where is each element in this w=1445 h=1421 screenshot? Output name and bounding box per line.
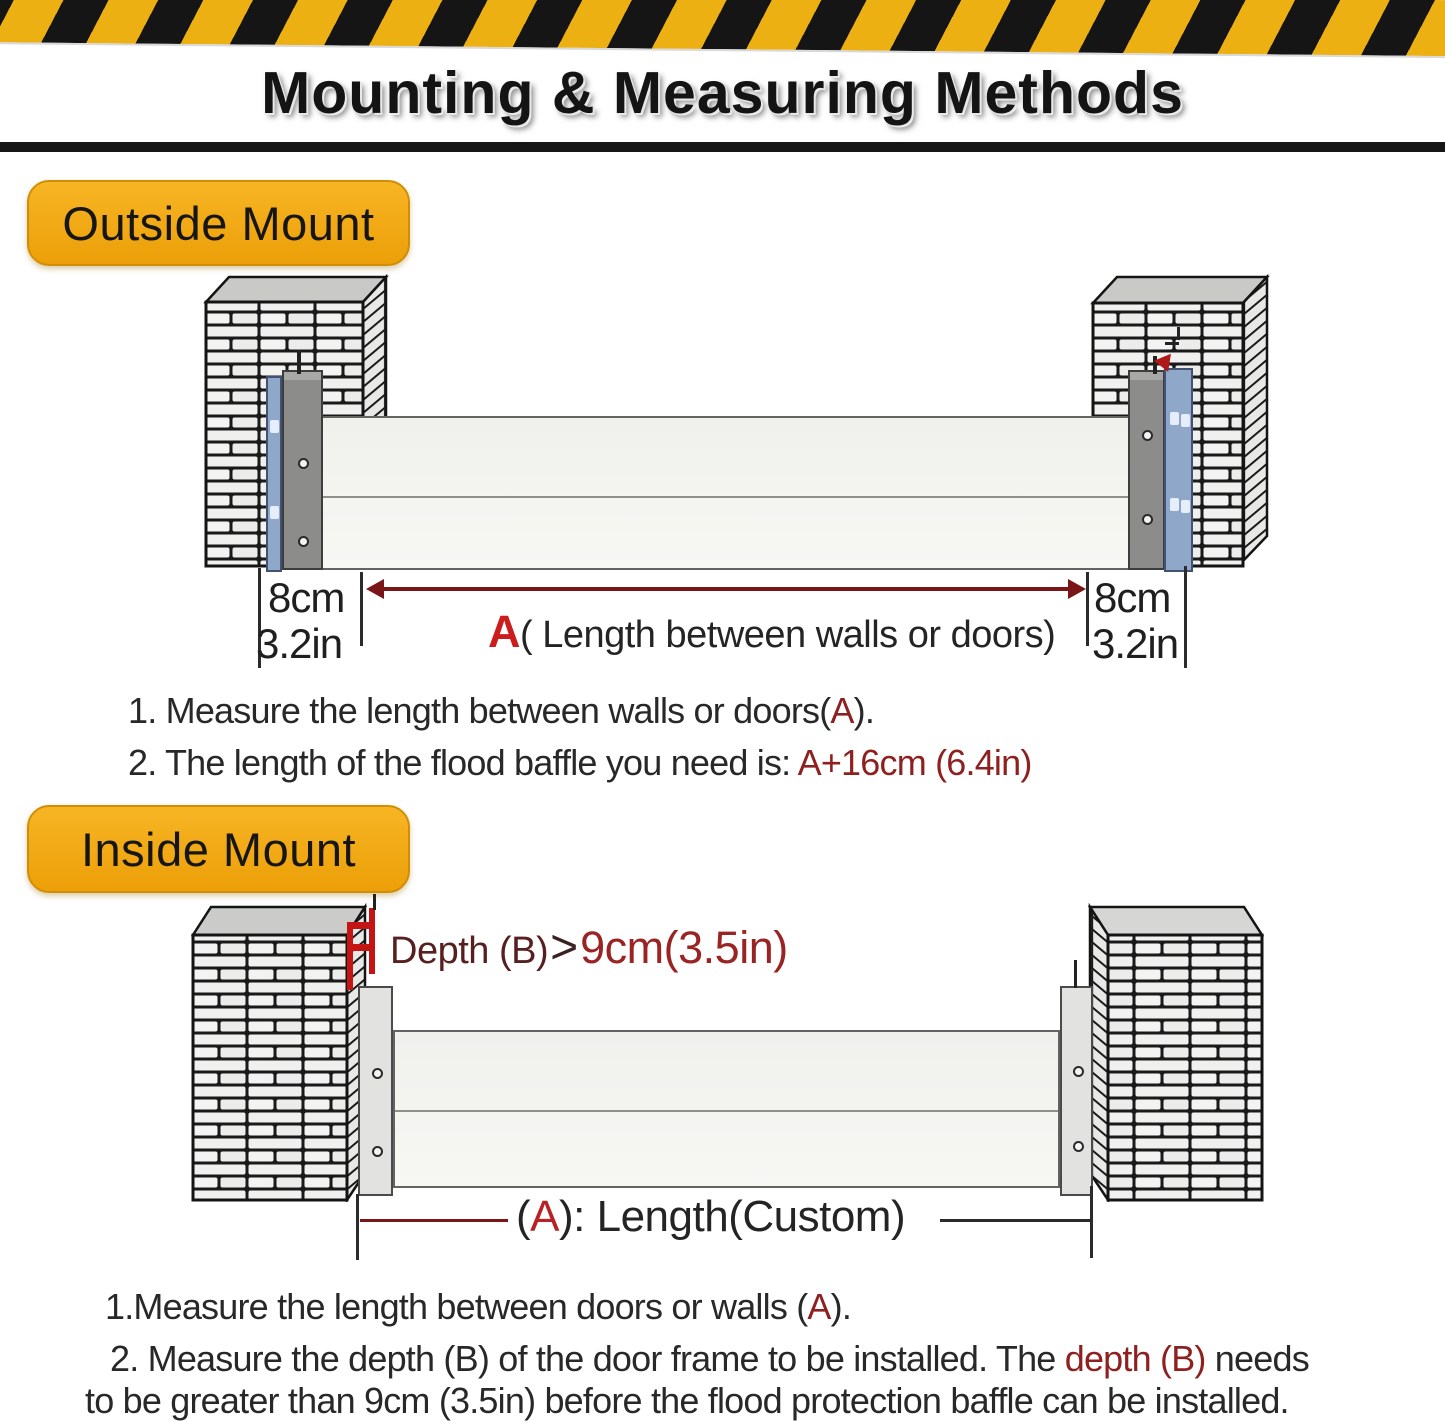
barrier-board-divider	[395, 1110, 1058, 1112]
flood-barrier-inside	[393, 1030, 1060, 1188]
length-a-label	[488, 606, 1055, 658]
dim-left-in: 3.2in	[256, 620, 343, 667]
screw	[298, 536, 309, 547]
pillar-top-face	[206, 277, 386, 302]
inside-right-pillar	[1078, 903, 1264, 1202]
channel-rod	[1074, 960, 1077, 988]
mount-bracket-right	[1128, 370, 1165, 570]
screw	[372, 1146, 383, 1157]
inside-mount-badge-label: Inside Mount	[80, 822, 357, 876]
channel-strip-left	[358, 986, 393, 1196]
screw	[1073, 1066, 1084, 1077]
inside-step3-text: to be greater than 9cm (3.5in) before the flood protection baffle can be installed.	[85, 1380, 1289, 1421]
corner-mark-v	[1177, 327, 1180, 340]
inside-step1-text: 1.Measure the length between doors or walls (	[105, 1286, 808, 1327]
corner-mark-h	[1165, 342, 1179, 345]
depth-bracket-bar	[369, 908, 375, 974]
seal-strip-right	[1164, 368, 1193, 572]
depth-bracket-bar	[347, 928, 353, 990]
page-title: Mounting & Measuring Methods	[261, 60, 1184, 126]
mount-bracket-left	[282, 370, 323, 570]
pillar-front-face	[193, 935, 347, 1200]
banner-divider-bar	[0, 142, 1445, 152]
channel-strip-right	[1060, 986, 1093, 1196]
seal-mark	[1170, 498, 1179, 511]
hazard-banner	[0, 0, 1445, 155]
depth-bracket	[345, 908, 377, 992]
seal-mark	[1181, 414, 1190, 427]
inside-step2-post: needs	[1205, 1338, 1309, 1379]
inside-step-1	[105, 1286, 851, 1328]
title-band	[0, 46, 1445, 140]
seal-mark	[270, 420, 279, 433]
seal-strip-left	[266, 376, 282, 572]
outside-step2-value: A+16cm (6.4in)	[797, 742, 1032, 783]
outside-step-2	[128, 742, 1032, 784]
dim-line-right-outer	[1184, 566, 1187, 668]
inside-step2-text: 2. Measure the depth (B) of the door frame to be installed. The	[110, 1338, 1065, 1379]
inside-step2-highlight: depth (B)	[1064, 1338, 1206, 1379]
length-custom-rest: ): Length(Custom)	[559, 1192, 906, 1241]
dim-right-cm: 8cm	[1094, 574, 1171, 621]
dim-seg-right	[940, 1219, 1090, 1222]
depth-label	[390, 920, 788, 975]
outside-step1-post: ).	[853, 690, 875, 731]
depth-bracket-tip	[373, 894, 376, 910]
dim-arrowhead-right	[1068, 579, 1086, 599]
pillar-side-face	[1243, 277, 1267, 561]
seal-mark	[270, 506, 279, 519]
length-custom-a: A	[530, 1192, 560, 1241]
greater-than-sign: >	[550, 921, 579, 974]
depth-label-text: Depth (B)	[390, 930, 549, 972]
wall-mark-left	[297, 350, 301, 374]
pillar-front-face	[1108, 935, 1262, 1200]
length-a-letter: A	[488, 606, 520, 657]
outside-step1-a: A	[830, 690, 854, 731]
dim-arrow-line	[382, 587, 1070, 591]
depth-bracket-rung	[347, 922, 375, 929]
flood-barrier-outside	[320, 416, 1132, 570]
pillar-top-face	[1090, 907, 1262, 935]
length-custom-open: (	[516, 1192, 531, 1241]
screw	[1142, 430, 1153, 441]
length-a-rest: ( Length between walls or doors)	[520, 614, 1056, 656]
outside-step1-text: 1. Measure the length between walls or doors(	[128, 690, 831, 731]
dim-line-left	[356, 1194, 359, 1260]
outside-mount-badge	[27, 180, 410, 266]
pillar-top-face	[193, 907, 365, 935]
screw	[1142, 514, 1153, 525]
inside-left-pillar	[191, 903, 369, 1202]
screw	[298, 458, 309, 469]
screw	[1073, 1141, 1084, 1152]
seal-mark	[1170, 412, 1179, 425]
inside-step-3	[85, 1380, 1289, 1421]
dim-seg-left	[360, 1219, 508, 1222]
depth-bracket-rung	[347, 944, 375, 951]
outside-step2-text: 2. The length of the flood baffle you need is:	[128, 742, 798, 783]
inside-mount-badge	[27, 805, 410, 893]
pillar-top-face	[1093, 277, 1267, 303]
inside-step1-post: ).	[830, 1286, 852, 1327]
dim-tick-right	[1086, 572, 1089, 646]
inside-step-2	[110, 1338, 1309, 1380]
depth-label-value: 9cm(3.5in)	[580, 922, 788, 973]
screw	[372, 1068, 383, 1079]
dim-line-right	[1090, 1186, 1093, 1258]
seal-mark	[1181, 500, 1190, 513]
inside-step1-a: A	[807, 1286, 831, 1327]
dim-right-in: 3.2in	[1092, 620, 1179, 667]
outside-mount-badge-label: Outside Mount	[62, 196, 375, 250]
dim-left-cm: 8cm	[268, 574, 345, 621]
barrier-board-divider	[322, 496, 1130, 498]
length-custom-label	[516, 1192, 905, 1242]
dim-tick-left	[360, 572, 363, 646]
outside-step-1	[128, 690, 874, 732]
